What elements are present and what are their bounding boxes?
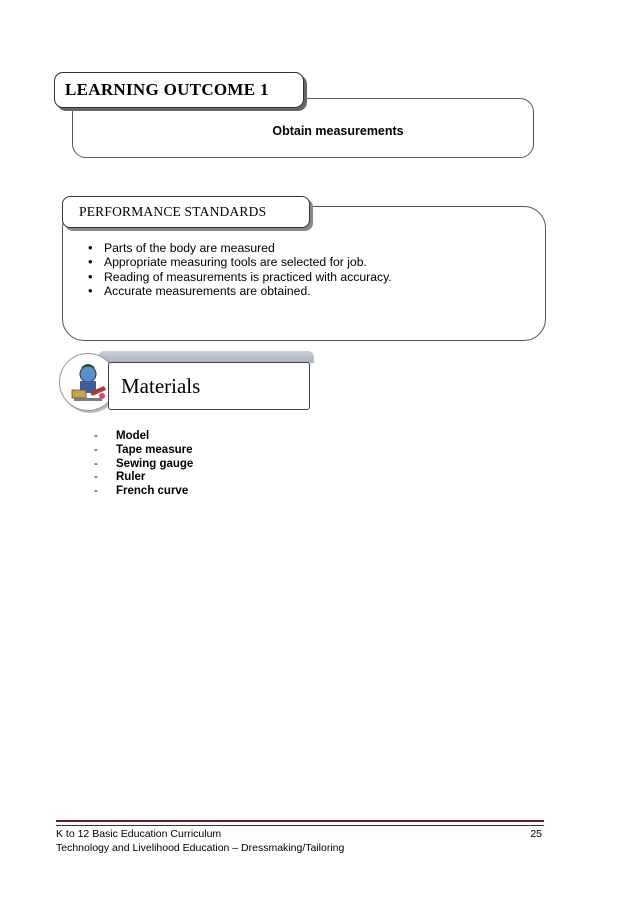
list-item: • Accurate measurements are obtained. xyxy=(88,284,392,298)
materials-tab xyxy=(108,362,310,410)
list-item: • Parts of the body are measured xyxy=(88,241,392,255)
performance-standards-tab xyxy=(62,196,310,228)
learning-outcome-tab xyxy=(54,72,304,108)
footer-divider xyxy=(56,820,544,826)
learning-outcome-label: LEARNING OUTCOME 1 xyxy=(65,80,269,99)
list-item: - Sewing gauge xyxy=(94,458,193,472)
learning-outcome-title: Obtain measurements xyxy=(272,124,404,138)
footer-text xyxy=(56,828,344,855)
materials-list xyxy=(94,430,193,499)
list-item: - French curve xyxy=(94,485,193,499)
performance-standards-label: PERFORMANCE STANDARDS xyxy=(79,204,267,219)
list-item: - Tape measure xyxy=(94,444,193,458)
performance-standards-list xyxy=(88,241,392,298)
list-item: - Ruler xyxy=(94,471,193,485)
list-item: • Appropriate measuring tools are selected for job. xyxy=(88,255,392,269)
footer-subject: Technology and Livelihood Education – Dressmaking/Tailoring xyxy=(56,841,345,854)
list-item: • Reading of measurements is practiced with accuracy. xyxy=(88,270,392,284)
footer-curriculum: K to 12 Basic Education Curriculum xyxy=(56,828,222,840)
list-item: - Model xyxy=(94,430,193,444)
materials-label: Materials xyxy=(121,374,201,398)
page-number: 25 xyxy=(530,828,542,840)
